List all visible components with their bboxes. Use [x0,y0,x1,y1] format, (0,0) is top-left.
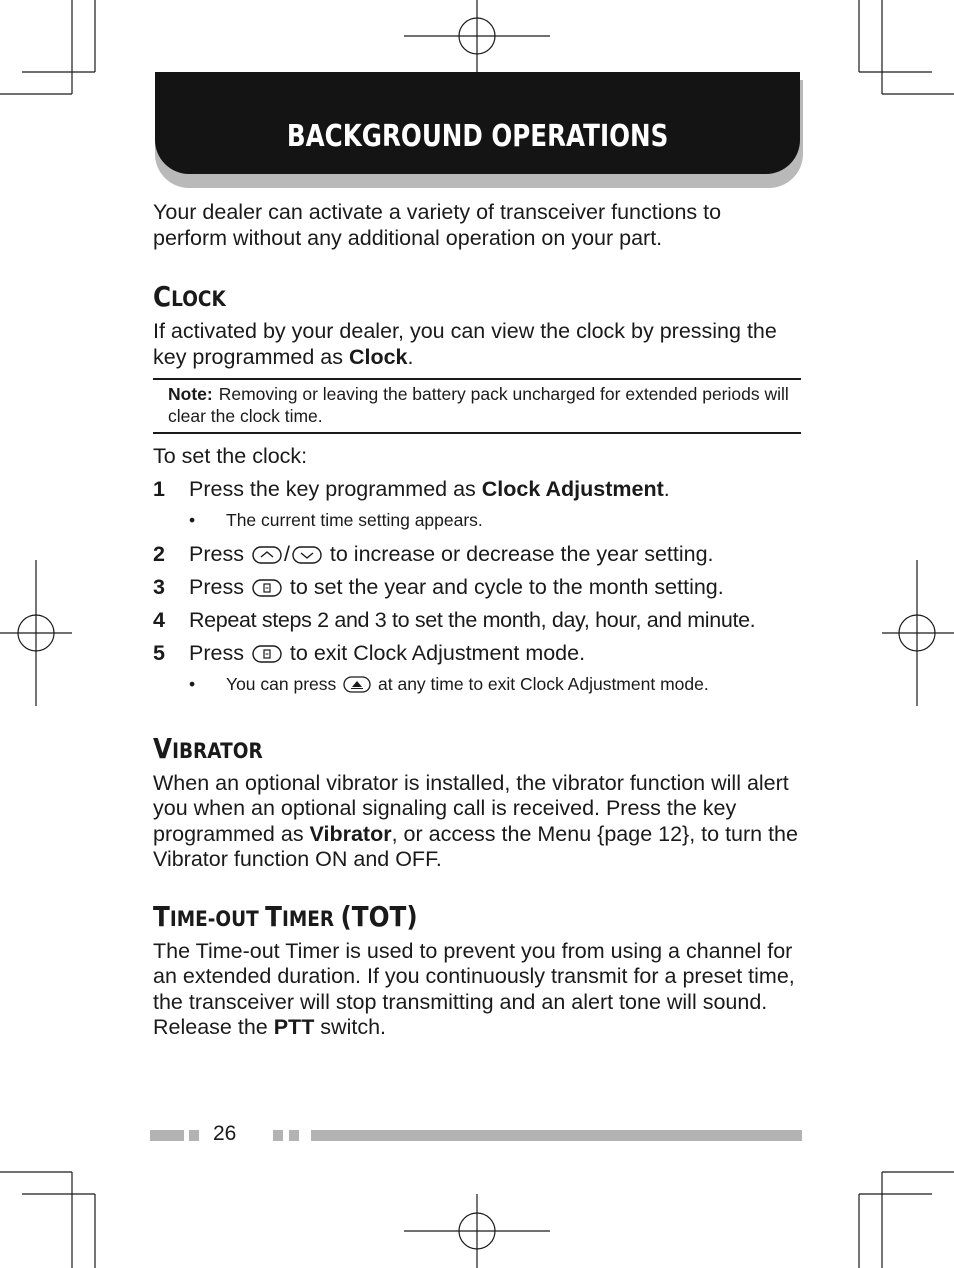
vibrator-description: When an optional vibrator is installed, the vibrator function will alert you when an optional signaling call is received. Press the key programmed as Vibrator, or access the Menu {page 12}, to turn the Vibrator function ON and OFF. [153,770,798,871]
title-banner [155,72,803,188]
step-5-note: • You can press at any time to exit Clock Adjustment mode. [189,673,709,694]
step-5: 5 Press to exit Clock Adjustment mode. [153,640,586,665]
step-2: 2 Press / to increase or decrease the year setting. [153,541,714,566]
clock-description: If activated by your dealer, you can view the clock by pressing the key programmed as Clock. [153,319,777,369]
note-label: Note: [168,384,213,404]
vibrator-heading: VIBRATOR [153,731,263,765]
page-content [153,200,801,1041]
set-clock-intro: To set the clock: [153,444,308,468]
footer-bar-dot-1 [273,1130,283,1141]
page-number: 26 [213,1122,237,1145]
clock-heading: CLOCK [153,280,226,313]
step-3: 3 Press to set the year and cycle to the month setting. [153,574,724,599]
intro-paragraph: Your dealer can activate a variety of transceiver functions to perform without any additional operation on your part. [153,200,722,250]
up-key-icon [252,546,282,564]
footer-bar-left [150,1130,184,1141]
note-text: Removing or leaving the battery pack uncharged for extended periods will clear the clock time. [168,384,789,426]
menu-key-icon [252,645,282,663]
step-1: 1 Press the key programmed as Clock Adjustment. [153,476,670,501]
footer-bar-dot-2 [289,1130,299,1141]
step-1-note: • The current time setting appears. [189,509,483,530]
page-footer [0,1120,954,1150]
exit-key-icon [343,676,371,693]
page-title: BACKGROUND OPERATIONS [286,118,669,154]
menu-key-icon [252,579,282,597]
clock-steps [153,476,801,695]
tot-heading: TIME-OUT TIMER (TOT) [153,899,418,933]
tot-description: The Time-out Timer is used to prevent you from using a channel for an extended duration. If you continuously transmit for a preset time, the transceiver will stop transmitting and an alert tone will sound. Release the PTT switch. [153,938,795,1039]
clock-note [153,378,801,434]
step-4: 4 Repeat steps 2 and 3 to set the month, day, hour, and minute. [153,607,756,632]
footer-bar-left-small [189,1130,199,1141]
footer-bar-right [311,1130,802,1141]
banner-body [155,72,800,174]
down-key-icon [292,546,322,564]
